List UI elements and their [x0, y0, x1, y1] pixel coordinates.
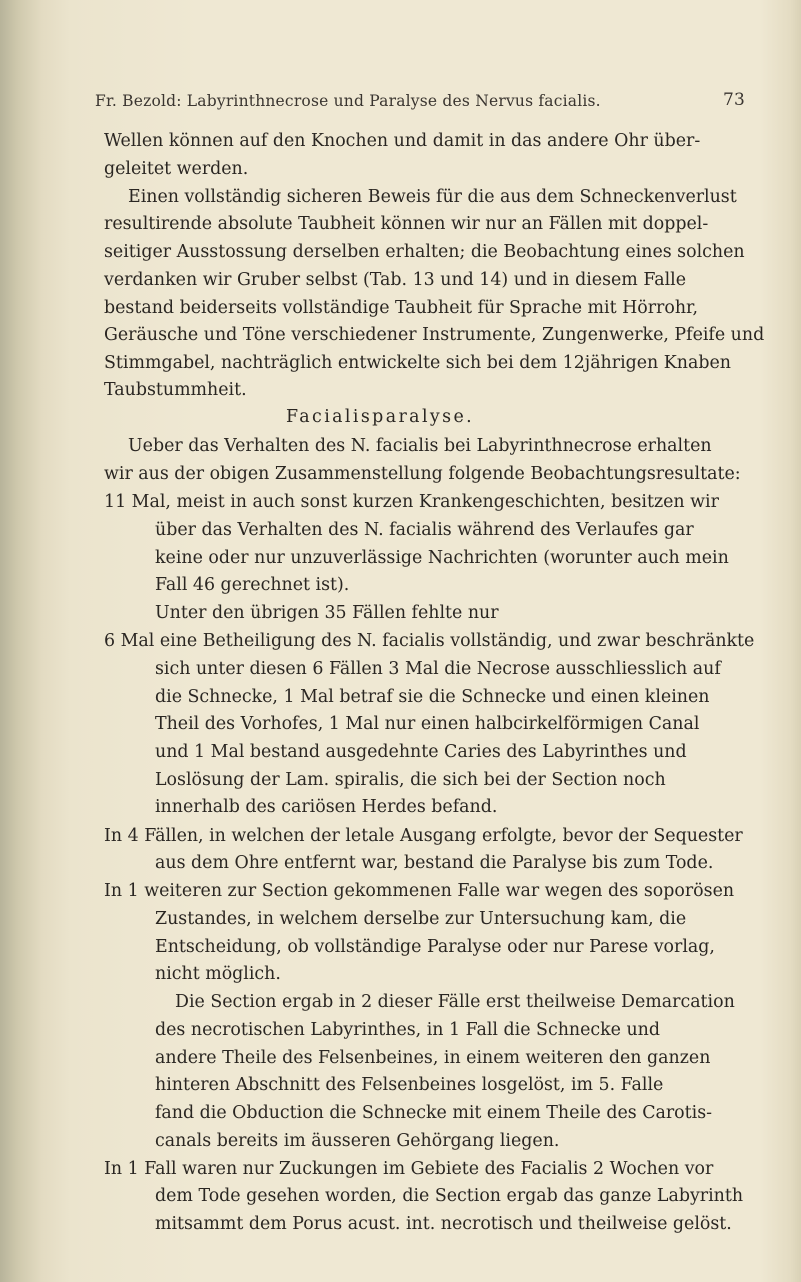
text-line: innerhalb des cariösen Herdes befand. — [155, 797, 498, 817]
text-line: resultirende absolute Taubheit können wir nur an Fällen mit doppel- — [104, 214, 709, 234]
text-line: In 4 Fällen, in welchen der letale Ausgang erfolgte, bevor der Sequester — [104, 826, 743, 846]
text-line: wir aus der obigen Zusammenstellung folgende Beobachtungsresultate: — [104, 464, 741, 484]
text-line: canals bereits im äusseren Gehörgang liegen. — [155, 1131, 560, 1151]
text-line: nicht möglich. — [155, 964, 281, 984]
text-line: Zustandes, in welchem derselbe zur Untersuchung kam, die — [155, 909, 687, 929]
page-number: 73 — [722, 90, 745, 110]
text-line: bestand beiderseits vollständige Taubheit für Sprache mit Hörrohr, — [104, 298, 698, 318]
text-line: Einen vollständig sicheren Beweis für die aus dem Schneckenverlust — [128, 187, 737, 207]
text-line: andere Theile des Felsenbeines, in einem weiteren den ganzen — [155, 1048, 711, 1068]
text-line: Entscheidung, ob vollständige Paralyse oder nur Parese vorlag, — [155, 937, 715, 957]
text-line: Geräusche und Töne verschiedener Instrumente, Zungenwerke, Pfeife und — [104, 325, 765, 345]
text-line: seitiger Ausstossung derselben erhalten; die Beobachtung eines solchen — [104, 242, 745, 262]
running-header — [95, 92, 745, 116]
text-line: fand die Obduction die Schnecke mit einem Theile des Carotis- — [155, 1103, 713, 1123]
text-line: Theil des Vorhofes, 1 Mal nur einen halbcirkelförmigen Canal — [155, 714, 700, 734]
text-line: die Schnecke, 1 Mal betraf sie die Schnecke und einen kleinen — [155, 687, 710, 707]
text-line: Ueber das Verhalten des N. facialis bei Labyrinthnecrose erhalten — [128, 436, 712, 456]
text-line: mitsammt dem Porus acust. int. necrotisch und theilweise gelöst. — [155, 1214, 732, 1234]
text-line: Wellen können auf den Knochen und damit in das andere Ohr über- — [104, 131, 701, 151]
text-line: Die Section ergab in 2 dieser Fälle erst theilweise Demarcation — [175, 992, 735, 1012]
text-line: Loslösung der Lam. spiralis, die sich bei der Section noch — [155, 770, 666, 790]
text-line: sich unter diesen 6 Fällen 3 Mal die Necrose ausschliesslich auf — [155, 659, 721, 679]
text-line: dem Tode gesehen worden, die Section ergab das ganze Labyrinth — [155, 1186, 744, 1206]
text-line: und 1 Mal bestand ausgedehnte Caries des Labyrinthes und — [155, 742, 687, 762]
text-line: Taubstummheit. — [104, 380, 247, 400]
text-line: verdanken wir Gruber selbst (Tab. 13 und 14) und in diesem Falle — [104, 270, 686, 290]
text-line: Fall 46 gerechnet ist). — [155, 575, 350, 595]
text-line: keine oder nur unzuverlässige Nachrichten (worunter auch mein — [155, 548, 729, 568]
text-line: aus dem Ohre entfernt war, bestand die Paralyse bis zum Tode. — [155, 853, 714, 873]
text-line: Stimmgabel, nachträglich entwickelte sich bei dem 12jährigen Knaben — [104, 353, 731, 373]
section-heading: Facialisparalyse. — [286, 407, 475, 427]
text-line: hinteren Abschnitt des Felsenbeines losgelöst, im 5. Falle — [155, 1075, 664, 1095]
text-line: In 1 Fall waren nur Zuckungen im Gebiete des Facialis 2 Wochen vor — [104, 1159, 714, 1179]
text-line: des necrotischen Labyrinthes, in 1 Fall die Schnecke und — [155, 1020, 661, 1040]
text-line: Unter den übrigen 35 Fällen fehlte nur — [155, 603, 499, 623]
running-title: Fr. Bezold: Labyrinthnecrose und Paralyse des Nervus facialis. — [95, 92, 601, 110]
text-line: über das Verhalten des N. facialis während des Verlaufes gar — [155, 520, 694, 540]
text-line: 11 Mal, meist in auch sonst kurzen Krankengeschichten, besitzen wir — [104, 492, 719, 512]
text-line: geleitet werden. — [104, 159, 249, 179]
text-line: In 1 weiteren zur Section gekommenen Falle war wegen des soporösen — [104, 881, 735, 901]
text-line: 6 Mal eine Betheiligung des N. facialis vollständig, und zwar beschränkte — [104, 631, 755, 651]
